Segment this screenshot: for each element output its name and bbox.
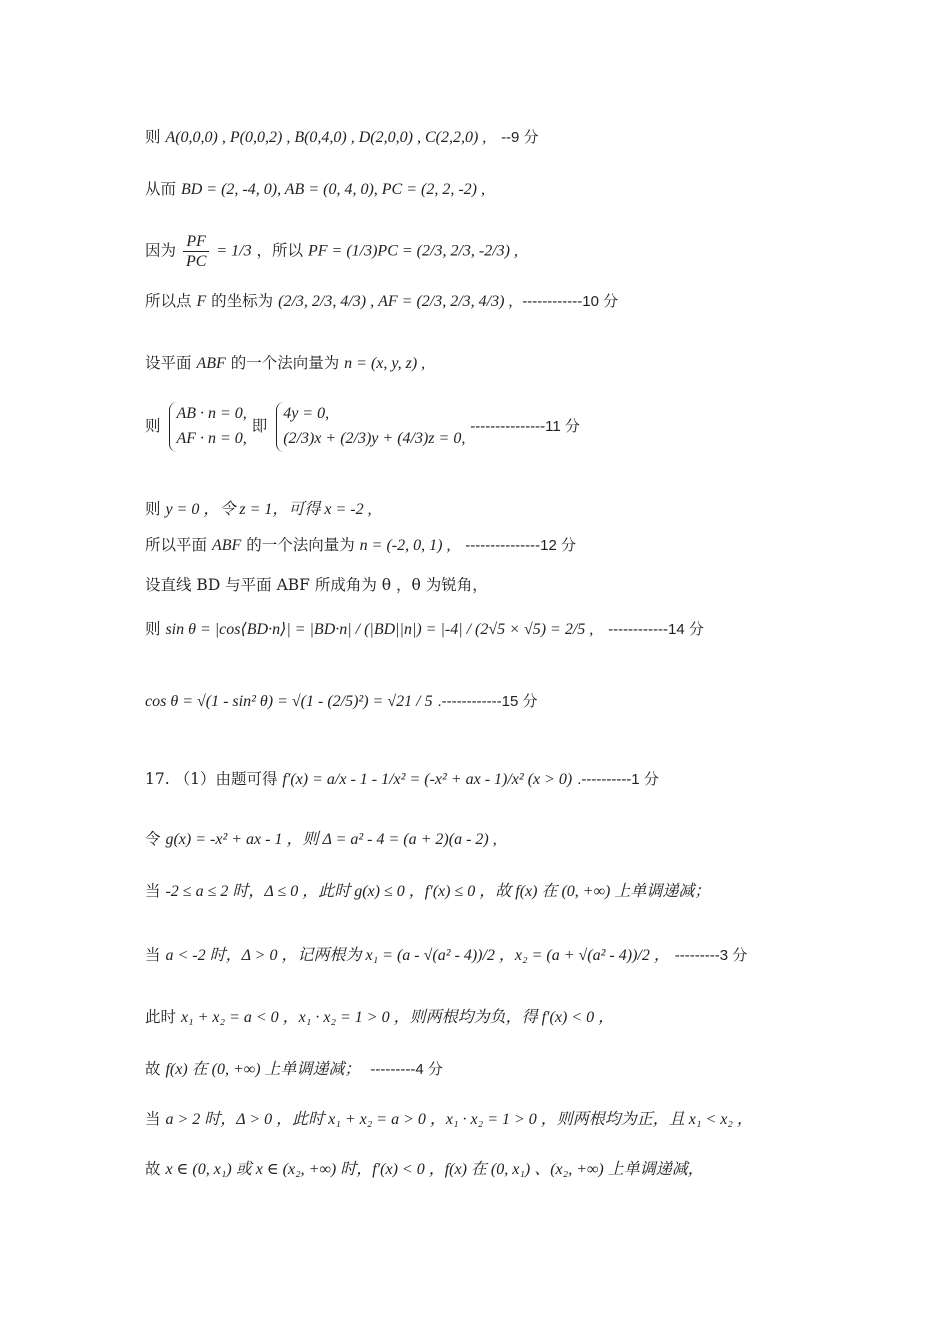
normal-vector-expression: n = (x, y, z) , <box>344 355 426 372</box>
line-lead: 则 <box>145 500 161 518</box>
score-mark: .----------1 分 <box>577 771 659 788</box>
score-mark: ---------------11 分 <box>470 417 580 435</box>
equation-row: AF · n = 0, <box>176 429 247 447</box>
af-vector-expression: (2/3, 2/3, 4/3) , AF = (2/3, 2/3, 4/3) , <box>278 293 513 310</box>
angle-statement: 设直线 BD 与平面 ABF 所成角为 θ ，θ 为锐角， <box>145 576 488 594</box>
score-mark: ---------------12 分 <box>465 537 577 554</box>
line-system <box>145 402 910 452</box>
line-lead: 从而 <box>145 180 177 198</box>
line-lead: 当 <box>145 882 161 900</box>
case-3-expression: a > 2 时，Δ > 0 ，此时 x₁ + x₂ = a > 0 ，x₁ · x₂ = 1 > 0 ，则两根均为正，且 x₁ < x₂ ， <box>165 1111 753 1128</box>
ratio-fraction <box>183 232 209 271</box>
g-expression: g(x) = -x² + ax - 1 ，则 Δ = a² - 4 = (a + 2)(a - 2) , <box>165 831 497 848</box>
intervals-expression: x ∈ (0, x₁) 或 x ∈ (x₂, +∞) 时，f′(x) < 0 ，f(x) 在 (0, x₁) 、(x₂, +∞) 上单调递减， <box>165 1161 704 1178</box>
line-lead: 17. （1）由题可得 <box>145 770 278 788</box>
variable: ABF <box>196 355 226 372</box>
line-g-def <box>145 830 910 849</box>
vector-expression: BD = (2, -4, 0), AB = (0, 4, 0), PC = (2, 2, -2) , <box>180 181 485 198</box>
score-mark: ------------10 分 <box>522 293 619 310</box>
line-connector: 的一个法向量为 <box>230 354 340 372</box>
fraction-denominator: PC <box>185 253 207 271</box>
equation-system-vectors <box>169 402 246 452</box>
case-2-expression: a < -2 时，Δ > 0 ，记两根为 x₁ = (a - √(a² - 4))/2 ，x₂ = (a + √(a² - 4))/2 ， <box>165 947 670 964</box>
case-1-expression: -2 ≤ a ≤ 2 时，Δ ≤ 0 ，此时 g(x) ≤ 0 ，f′(x) ≤ 0 ，故 f(x) 在 (0, +∞) 上单调递减； <box>165 883 711 900</box>
fraction-numerator: PF <box>183 232 209 252</box>
line-points <box>145 128 910 147</box>
line-case-2-conclusion <box>145 1060 910 1079</box>
sine-expression: sin θ = |cos⟨BD·n⟩| = |BD·n| / (|BD||n|) = |-4| / (2√5 × √5) = 2/5 , <box>165 621 594 638</box>
line-derivative <box>145 770 910 789</box>
line-case-3-intervals <box>145 1160 910 1179</box>
line-lead: 此时 <box>145 1008 177 1026</box>
line-cosine <box>145 692 910 711</box>
line-case-3 <box>145 1110 910 1129</box>
equation-row: AB · n = 0, <box>176 405 247 422</box>
line-lead: 因为 <box>145 241 177 260</box>
equation-system-coords <box>276 402 465 452</box>
score-mark: .------------15 分 <box>437 693 538 710</box>
solution-expression: y = 0 ，令 z = 1，可得 x = -2 , <box>165 501 372 518</box>
monotonic-conclusion: f(x) 在 (0, +∞) 上单调递减； <box>165 1061 361 1078</box>
line-lead: 则 <box>145 128 161 146</box>
line-case-1 <box>145 882 910 901</box>
line-lead: 故 <box>145 1060 161 1078</box>
coordinates-expression: A(0,0,0) , P(0,0,2) , B(0,4,0) , D(2,0,0) , C(2,2,0) , <box>165 129 487 146</box>
line-lead: 当 <box>145 1110 161 1128</box>
pf-vector-expression: PF = (1/3)PC = (2/3, 2/3, -2/3) , <box>307 242 518 260</box>
line-connector: ，所以 <box>256 241 304 260</box>
line-lead: 故 <box>145 1160 161 1178</box>
equation-row: 4y = 0, <box>283 405 330 422</box>
line-point-f <box>145 292 910 311</box>
derivative-expression: f′(x) = a/x - 1 - 1/x² = (-x² + ax - 1)/x² (x > 0) <box>282 771 573 788</box>
line-lead: 当 <box>145 946 161 964</box>
line-solution <box>145 500 910 519</box>
roots-expression: x₁ + x₂ = a < 0 ，x₁ · x₂ = 1 > 0 ，则两根均为负，得 f′(x) < 0 ， <box>180 1009 615 1026</box>
line-lead: 所以平面 <box>145 536 208 554</box>
line-ratio <box>145 232 910 271</box>
score-mark: ---------4 分 <box>370 1061 443 1078</box>
line-lead: 令 <box>145 830 161 848</box>
score-mark: --9 分 <box>501 129 539 146</box>
score-mark: ------------14 分 <box>608 621 704 638</box>
line-case-2 <box>145 946 910 965</box>
variable: F <box>196 293 207 310</box>
line-connector: 即 <box>251 416 268 435</box>
line-lead: 则 <box>145 416 161 435</box>
normal-vector-result: n = (-2, 0, 1) , <box>359 537 451 554</box>
line-normal-setup <box>145 354 910 373</box>
line-lead: 设平面 <box>145 354 192 372</box>
equation-row: (2/3)x + (2/3)y + (4/3)z = 0, <box>283 429 466 447</box>
line-lead: 所以点 <box>145 292 192 310</box>
line-connector: 的坐标为 <box>211 292 274 310</box>
line-sine <box>145 620 910 639</box>
score-mark: ---------3 分 <box>674 947 748 964</box>
cosine-expression: cos θ = √(1 - sin² θ) = √(1 - (2/5)²) = √21 / 5 <box>145 693 433 710</box>
line-connector: 的一个法向量为 <box>246 536 355 554</box>
line-lead: 则 <box>145 620 161 638</box>
ratio-value: = 1/3 <box>216 242 252 260</box>
line-angle-setup <box>145 576 910 595</box>
variable: ABF <box>211 537 242 554</box>
line-normal-result <box>145 536 910 555</box>
line-case-2-roots <box>145 1008 910 1027</box>
line-vectors <box>145 180 910 199</box>
